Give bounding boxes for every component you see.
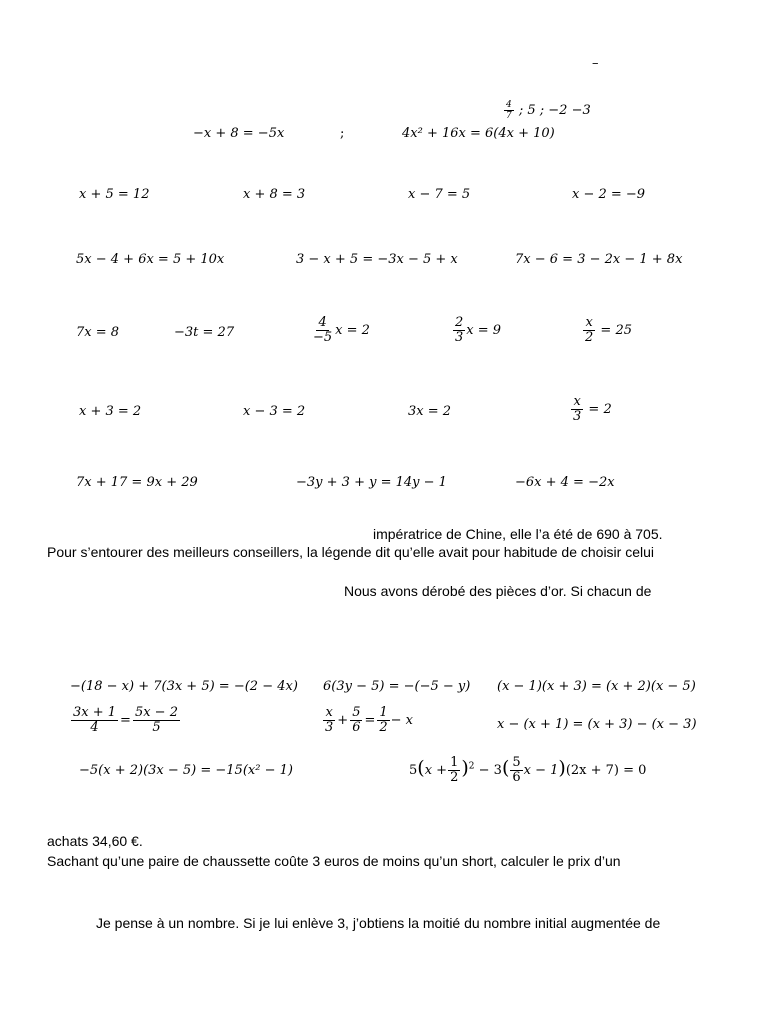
fraction-2-3: $\frac{2}{3}$ [455, 315, 464, 345]
equation-r4-3: 3x = 2 [408, 404, 452, 419]
equation-b2: 6(3y − 5) = −(−5 − y) [323, 679, 471, 694]
equation-b3: (x − 1)(x + 3) = (x + 2)(x − 5) [497, 679, 696, 694]
equation-r2-3: 7x − 6 = 3 − 2x − 1 + 8x [515, 252, 683, 267]
equation-b5: $\frac{x}{3}$ + $\frac{5}{6}$ = $\frac{1}{2}$ − x [325, 705, 414, 735]
paragraph-wu-line1: impératrice de Chine, elle l’a été de 690 à 705. [373, 526, 663, 542]
equation-b7: −5(x + 2)(3x − 5) = −15(x² − 1) [79, 763, 293, 778]
paragraph-chaussette: Sachant qu’une paire de chaussette coûte 3 euros de moins qu’un short, calculer le prix d’un [47, 853, 621, 869]
fraction-1-2: $\frac{1}{2}$ [379, 705, 388, 735]
header-dash: – [592, 56, 599, 71]
paragraph-gold: Nous avons dérobé des pièces d’or. Si chacun de [344, 583, 652, 599]
fraction-x-3: $\frac{x}{3}$ [573, 394, 582, 424]
equation-r4-4: $\frac{x}{3}$ = 2 [573, 394, 612, 424]
equation-b8: 5(x + $\frac{1}{2}$ )$^2$ − 3( $\frac{5}{6}$ x − 1)(2x + 7) = 0 [409, 755, 647, 785]
fraction-3x1-4: $\frac{3x + 1}{4}$ [73, 705, 117, 735]
paragraph-nombre: Je pense à un nombre. Si je lui enlève 3, j’obtiens la moitié du nombre initial augmentée de [96, 915, 661, 931]
fraction-x-2: $\frac{x}{2}$ [585, 315, 594, 345]
equation-b4: $\frac{3x + 1}{4}$ = $\frac{5x - 2}{5}$ [73, 705, 178, 735]
equation-r3-2: −3t = 27 [174, 325, 235, 340]
equation-r3-1: 7x = 8 [76, 325, 120, 340]
equation-r3-4: $\frac{2}{3}$ x = 9 [455, 315, 502, 345]
separator: ; [340, 126, 345, 141]
solution-candidates: $\frac{4}{7}$ ; 5 ; −2 −3 [506, 100, 591, 121]
equation-r1-1: x + 5 = 12 [79, 187, 150, 202]
equation-b1: −(18 − x) + 7(3x + 5) = −(2 − 4x) [70, 679, 298, 694]
equation-b6: x − (x + 1) = (x + 3) − (x − 3) [497, 717, 697, 732]
fraction-4-7: $\frac{4}{7}$ [506, 100, 512, 121]
paragraph-wu-line2: Pour s’entourer des meilleurs conseillers, la légende dit qu’elle avait pour habitude de choisir celui [47, 544, 655, 560]
equation-intro-a: −x + 8 = −5x [193, 126, 285, 141]
equation-r5-2: −3y + 3 + y = 14y − 1 [296, 475, 447, 490]
equation-r5-1: 7x + 17 = 9x + 29 [76, 475, 198, 490]
fraction-5-6b: $\frac{5}{6}$ [512, 755, 521, 785]
equation-r1-2: x + 8 = 3 [243, 187, 306, 202]
paragraph-achats: achats 34,60 €. [47, 833, 143, 849]
equation-r4-1: x + 3 = 2 [79, 404, 142, 419]
equation-r2-1: 5x − 4 + 6x = 5 + 10x [76, 252, 225, 267]
equation-r1-3: x − 7 = 5 [408, 187, 471, 202]
fraction-5x2-5: $\frac{5x - 2}{5}$ [134, 705, 178, 735]
equation-r3-3: $\frac{4}{-5}$ x = 2 [313, 315, 370, 345]
equation-r1-4: x − 2 = −9 [572, 187, 646, 202]
fraction-1-2b: $\frac{1}{2}$ [450, 755, 459, 785]
equation-intro-b: 4x² + 16x = 6(4x + 10) [402, 126, 555, 141]
equation-r4-2: x − 3 = 2 [243, 404, 306, 419]
fraction-x-3b: $\frac{x}{3}$ [325, 705, 334, 735]
equation-r5-3: −6x + 4 = −2x [515, 475, 615, 490]
fraction-5-6: $\frac{5}{6}$ [352, 705, 361, 735]
equation-r3-5: $\frac{x}{2}$ = 25 [585, 315, 632, 345]
fraction-4-neg5: $\frac{4}{-5}$ [313, 315, 333, 345]
equation-r2-2: 3 − x + 5 = −3x − 5 + x [296, 252, 458, 267]
